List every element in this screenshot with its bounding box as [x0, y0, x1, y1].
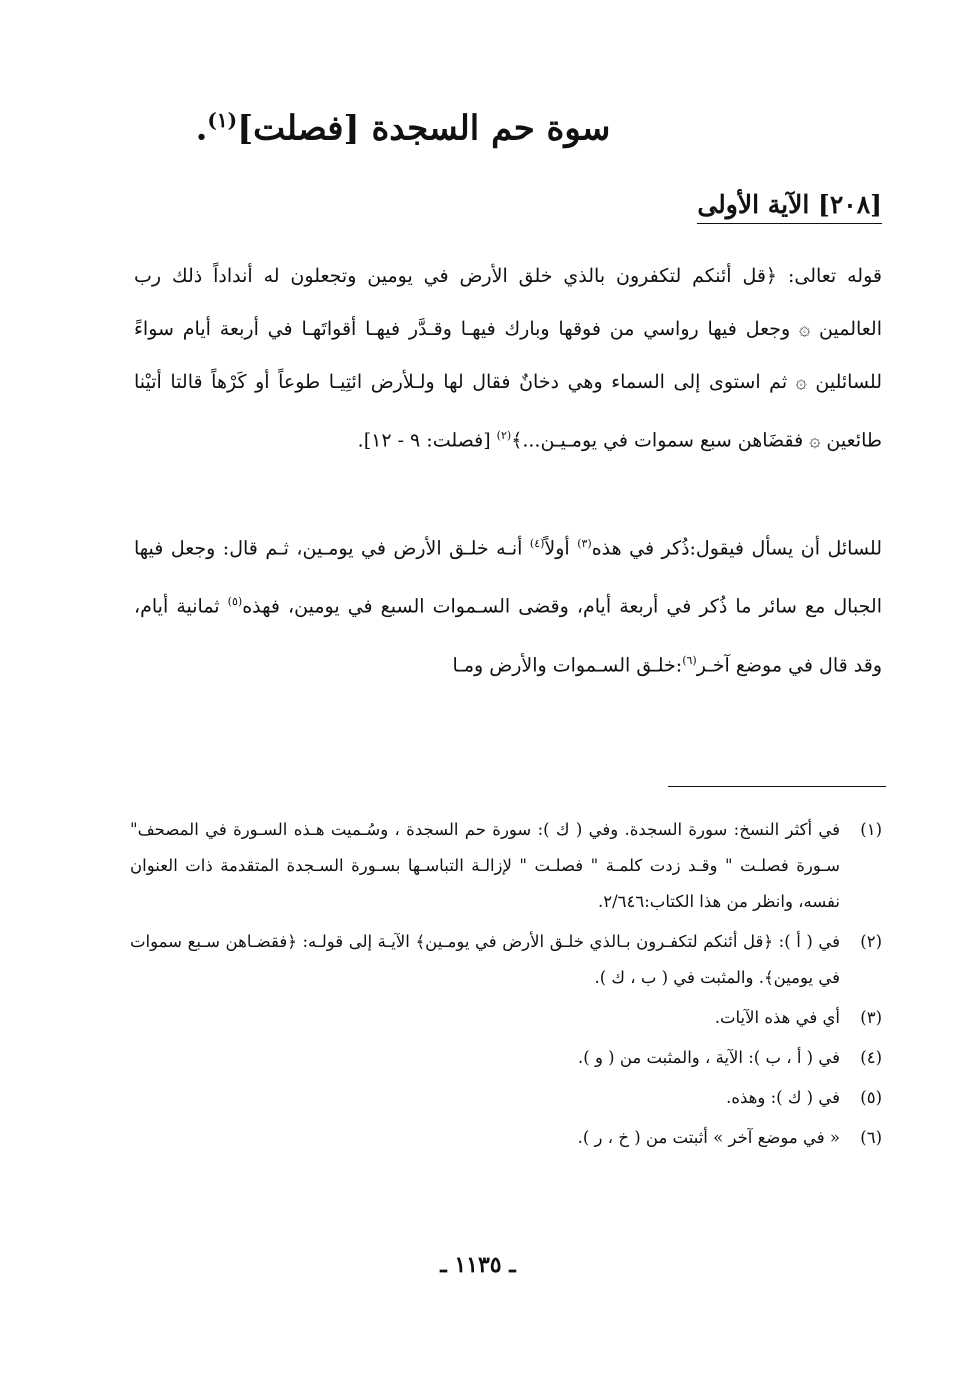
- paragraph-question: [134, 517, 882, 692]
- footnote: [130, 1120, 882, 1156]
- title-period: .: [195, 108, 208, 149]
- footnote-ref: (٤): [529, 537, 545, 550]
- footnote-ref: (٥): [227, 595, 243, 609]
- footnote: [130, 1080, 882, 1116]
- paragraph-text: للسائل أن يسأل فيقول:ذُكر في هذه: [591, 537, 882, 560]
- footnote-number: (٣): [860, 1008, 882, 1027]
- paragraph-text: :خلـق السـموات والأرض ومـا: [452, 653, 683, 676]
- footnote-text: « في موضع آخر » أثبتت من ( خ ، ر ).: [577, 1128, 840, 1147]
- verse-text: قوله تعالى: ﴿قل أئنكم لتكفرون بالذي خلق الأرض في يومين وتجعلون له أنداداً ذلك رب العالمين ۞ وجعل فيها رواسي من فوقها وبارك فيهـا وقـدَّر فيهـا أقواتَهـا في أربعة أيام سواءً للسائلين ۞ ثم استوى إلى السماء وهي دخانٌ فقال لها ولـلأرض ائتِيـا طوعاً أو كَرْهاً قالتا أتيْنا طائعين ۞ فقضَاهن سبع سموات في يومـيـن...﴾: [134, 265, 882, 452]
- paragraph-text: ثمانية أيام، وقد قال في موضع آخـر: [134, 595, 882, 676]
- paragraph-text: أنـه خلـق الأرض في يومـين، ثـم قال: وجعل فيها الجبال مع سائر ما ذُكر في أربعة أيام، وقضى السـموات السبع في يومين، فهذه: [134, 537, 882, 618]
- footnote-ref: (٣): [577, 537, 592, 550]
- page-number: ـ ١١٣٥ ـ: [440, 1252, 516, 1278]
- verse-reference: [فصلت: ٩ - ١٢].: [357, 429, 497, 452]
- footnote-text: أي في هذه الآيات.: [714, 1008, 840, 1027]
- footnotes: [130, 812, 882, 1160]
- footnote-text: في ( ك ): وهذه.: [726, 1088, 840, 1107]
- surah-title-text: سوة حم السجدة [فصلت]: [237, 108, 611, 149]
- footnote: [130, 812, 882, 920]
- paragraph-verse: [134, 250, 882, 467]
- footnote-number: (٤): [860, 1048, 882, 1067]
- footnote-text: في ( أ ): ﴿قل أئنكم لتكفـرون بـالذي خلـق الأرض في يومـين﴾ الآيـة إلى قولـه: ﴿فقضـاهن سـبع سموات في يومين﴾. والمثبت في ( ب ، ك ).: [130, 932, 840, 987]
- paragraph-text: أولاً: [544, 537, 578, 560]
- footnote-ref: (٢): [496, 429, 512, 442]
- footnote: [130, 924, 882, 996]
- footnote-number: (١): [860, 820, 882, 839]
- footnote: [130, 1040, 882, 1076]
- footnote: [130, 1000, 882, 1036]
- footnote-ref: (١): [207, 108, 238, 132]
- ayah-heading: [٢٠٨] الآية الأولى: [697, 190, 882, 224]
- footnote-number: (٢): [860, 932, 882, 951]
- footnote-text: في ( أ ، ب ): الآية ، والمثبت من ( و ).: [578, 1048, 840, 1067]
- footnote-number: (٥): [860, 1088, 882, 1107]
- footnote-number: (٦): [860, 1128, 882, 1147]
- footnote-text: في أكثر النسخ: سورة السجدة. وفي ( ك ): سورة حم السجدة ، وسُـميت هـذه السـورة في المصحف" سـورة فصلـت " وقـد زدت كلمـة " فصلـت " لإزالـة التباسـها بسـورة السـجدة المتقدمة ذات العنوان نفسه، وانظر من هذا الكتاب:٢/٦٤٦.: [130, 820, 840, 911]
- surah-title: [120, 92, 686, 156]
- footnote-separator: [668, 786, 886, 787]
- footnote-ref: (٦): [682, 653, 697, 667]
